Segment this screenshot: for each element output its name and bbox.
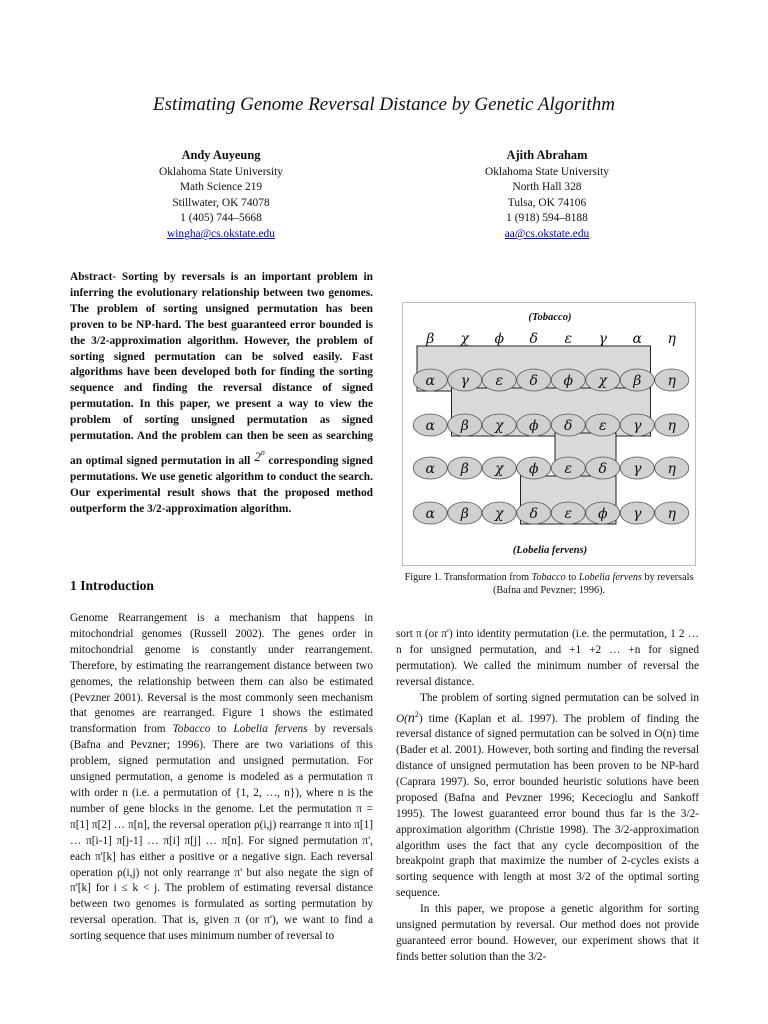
gene-symbol: η [667, 506, 676, 522]
big-o: O( [396, 712, 408, 725]
gene-symbol: ε [564, 461, 573, 477]
author-block-2 [432, 148, 662, 243]
gene-symbol: β [460, 461, 469, 477]
gene-symbol: ϕ [528, 418, 539, 434]
gene-symbol: ϕ [494, 331, 505, 347]
gene-symbol: ε [564, 331, 573, 347]
intro-text-2: to [217, 723, 227, 736]
gene-symbol: η [667, 331, 676, 347]
gene-symbol: η [667, 461, 676, 477]
gene-symbol: δ [598, 461, 607, 477]
caption-from: Tobacco [531, 572, 566, 583]
author-phone: 1 (918) 594–8188 [506, 212, 588, 225]
gene-symbol: β [426, 331, 435, 347]
author-city: Stillwater, OK 74078 [172, 196, 270, 209]
abstract-column [70, 270, 373, 518]
gene-symbol: γ [633, 418, 642, 434]
abstract-text-1: Abstract- Sorting by reversals is an important problem in inferring the evolutionary relationship between two genomes. The problem of sorting unsigned permutation has been proven to be NP-hard. The best guaranteed error bounded is the 3/2-approximation algorithm. However, the problem of sorting signed permutation can be solved easily. Fast algorithms have been developed both for finding the sorting sequence and finding the reversal distance of signed permutation. In this paper, we present a way to view the problem of sorting unsigned permutation as signed permutation. And the problem can then be seen as searching an optimal signed permutation in all [70, 271, 373, 467]
gene-symbol: ε [495, 373, 504, 389]
abstract-text-2: corresponding signed permutations. We use genetic algorithm to conduct the search. Our experimental result shows that the proposed method outperform the 3/2-approximation algorithm. [70, 454, 373, 515]
figure-bottom-label: (Lobelia fervens) [512, 545, 588, 556]
intro-paragraph [70, 611, 373, 945]
complexity-text-1: The problem of sorting signed permutation can be solved in [420, 691, 699, 704]
caption-to: Lobelia fervens [578, 572, 642, 583]
gene-symbol: ε [598, 418, 607, 434]
gene-symbol: α [425, 373, 435, 389]
section-heading: 1 Introduction [70, 578, 154, 593]
caption-mid: to [568, 572, 577, 583]
gene-symbol: δ [529, 331, 538, 347]
math-exponent: n [260, 447, 265, 457]
paragraph-continued: sort π (or π') into identity permutation (i.e. the permutation, 1 2 … n for unsigned permutation, and +1 +2 … +n for signed permutation). We called the minimum number of reversal the reversal distance. [396, 628, 699, 688]
big-o-n: n [407, 710, 415, 726]
author-affiliation: Oklahoma State University [158, 165, 283, 178]
author-city: Tulsa, OK 74106 [507, 196, 587, 209]
figure-caption [392, 571, 706, 597]
paragraph-complexity [396, 691, 699, 903]
gene-symbol: α [632, 331, 642, 347]
big-o-close: ) [418, 712, 423, 725]
gene-symbol: δ [529, 506, 538, 522]
gene-symbol: ϕ [597, 506, 608, 522]
intro-italic-lobelia: Lobelia fervens [233, 723, 308, 736]
gene-symbol: ε [564, 506, 573, 522]
author-block-1 [106, 148, 336, 243]
gene-symbol: δ [529, 373, 538, 389]
author-name: Ajith Abraham [506, 148, 588, 162]
gene-symbol: χ [495, 506, 504, 522]
caption-prefix: Figure 1. Transformation from [404, 572, 530, 583]
gene-symbol: η [667, 373, 676, 389]
author-phone: 1 (405) 744–5668 [180, 212, 262, 225]
gene-symbol: δ [564, 418, 573, 434]
reversal-segment-box [452, 388, 651, 436]
author-address: Math Science 219 [179, 181, 263, 194]
reversal-diagram [403, 303, 697, 567]
gene-symbol: η [667, 418, 676, 434]
complexity-text-2: time (Kaplan et al. 1997). The problem of finding the reversal distance of signed permutation can be solved in O(n) time (Bader et al. 2001). However, both sorting and finding the reversal distance of unsigned permutation has been proven to be NP-hard (Caprara 1997). So, error bounded heuristic solutions have been proposed (Bafna and Pevzner 1996; Kececioglu and Sankoff 1995). The lowest guaranteed error bound thus far is the 3/2-approximation algorithm (Christie 1998). The 3/2-approximation algorithm uses the fact that any cycle decomposition of the breakpoint graph that maximize the number of 2-cycles exists a sorting sequence with length at most 3/2 of the optimal sorting sequence. [396, 712, 699, 900]
gene-symbol: γ [633, 506, 642, 522]
intro-italic-tobacco: Tobacco [172, 723, 211, 736]
gene-symbol: γ [598, 331, 607, 347]
gene-symbol: β [460, 418, 469, 434]
intro-text-1: Genome Rearrangement is a mechanism that happens in mitochondrial genomes (Russell 2002). The genes order in mitochondrial genome is constantly under rearrangement. Therefore, by estimating the rearrangement distance between two genomes, the relationship between them can also be estimated (Pevzner 2001). Reversal is the most commonly seen mechanism that genomes are rearranged. Figure 1 shows the estimated transformation from [70, 612, 373, 736]
gene-symbol: γ [633, 461, 642, 477]
author-name: Andy Auyeung [181, 148, 261, 162]
caption-suffix: by reversals (Bafna and Pevzner; 1996). [492, 572, 694, 596]
gene-symbol: α [425, 418, 435, 434]
gene-symbol: β [633, 373, 642, 389]
gene-symbol: ϕ [528, 461, 539, 477]
figure-1 [402, 302, 696, 566]
big-o-exponent: 2 [414, 709, 419, 719]
abstract [70, 270, 373, 518]
right-column-text [396, 627, 699, 966]
author-email-link[interactable]: aa@cs.okstate.edu [504, 227, 590, 240]
paragraph-proposal: In this paper, we propose a genetic algorithm for sorting unsigned permutation by reversal. Our method does not provide guaranteed error bound. However, our experiment shows that it finds better solution than the 3/2- [396, 903, 699, 963]
gene-symbol: α [425, 461, 435, 477]
abstract-math [254, 449, 265, 464]
gene-symbol: χ [495, 461, 504, 477]
gene-symbol: γ [460, 373, 469, 389]
paper-title: Estimating Genome Reversal Distance by Genetic Algorithm [153, 94, 615, 115]
author-email-link[interactable]: wingha@cs.okstate.edu [167, 227, 275, 240]
gene-symbol: χ [598, 373, 607, 389]
gene-symbol: χ [460, 331, 469, 347]
gene-symbol: ϕ [563, 373, 574, 389]
math-base: 2 [254, 448, 261, 464]
figure-top-label: (Tobacco) [528, 312, 572, 323]
author-address: North Hall 328 [512, 181, 582, 194]
author-affiliation: Oklahoma State University [484, 165, 609, 178]
gene-symbol: α [425, 506, 435, 522]
intro-text-3: by reversals (Bafna and Pevzner; 1996). There are two variations of this problem, signed permutation and unsigned permutation. For unsigned permutation, a genome is modeled as a permutation π with order n (i.e. a permutation of {1, 2, …, n}), where n is the number of gene blocks in the genome. Let the permutation π = π[1] π[2] … π[n], the reversal operation ρ(i,j) rearrange π into π[1] … π[i-1] π[j-1] … π[i] π[j] … π[n]. For signed permutation π', each π'[k] has either a positive or a negative sign. Each reversal operation ρ(i,j) not only rearrange π' but also negate the sign of π'[k] for i ≤ k < j. The problem of estimating reversal distance between two genomes is formulated as sorting permutation by reversal operation. That is, given π (or π'), we want to find a sorting sequence that uses minimum number of reversal to [70, 723, 374, 943]
gene-symbol: β [460, 506, 469, 522]
gene-symbol: χ [495, 418, 504, 434]
